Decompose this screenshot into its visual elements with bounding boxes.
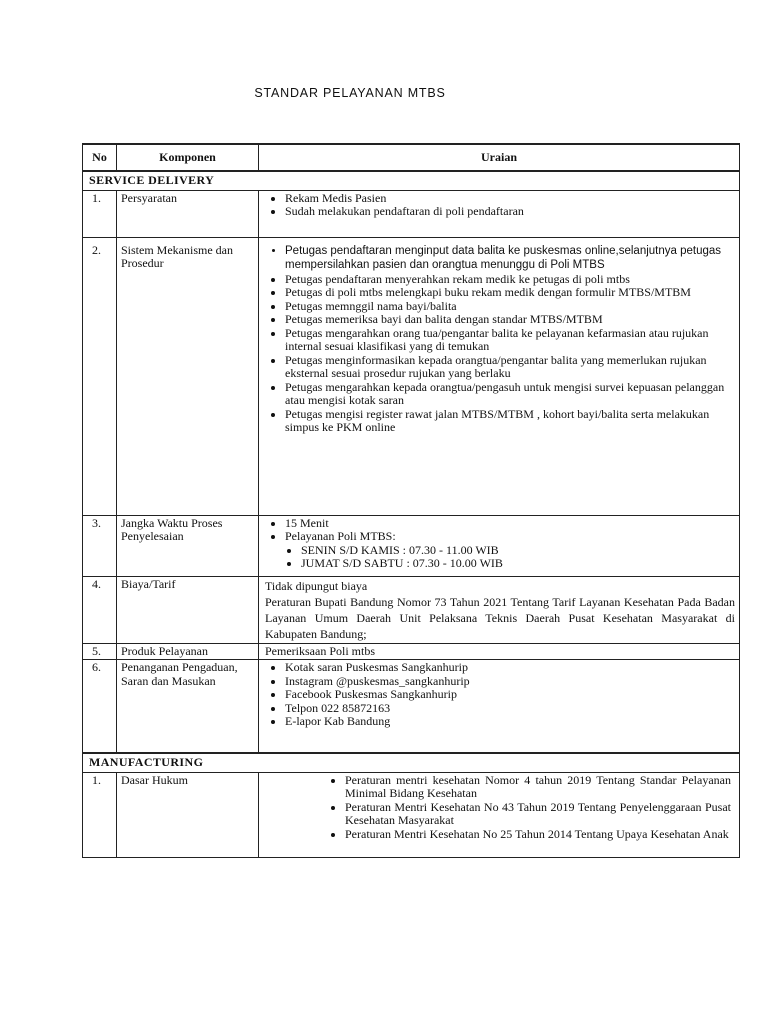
section-row-service xyxy=(83,171,740,190)
table-row xyxy=(83,576,740,643)
table-row xyxy=(83,515,740,576)
table-header-row xyxy=(83,144,740,171)
row-uraian xyxy=(259,515,740,576)
row-komponen: Sistem Mekanisme dan Prosedur xyxy=(117,237,259,515)
list-item: • Pelayanan Poli MTBS: xyxy=(285,530,735,544)
list-item: • Rekam Medis Pasien xyxy=(285,192,735,206)
list-item: • Peraturan mentri kesehatan Nomor 4 tahun 2019 Tentang Standar Pelayanan Minimal Bidang Kesehatan xyxy=(345,774,731,801)
regulation-text: Peraturan Bupati Bandung Nomor 73 Tahun 2021 Tentang Tarif Layanan Kesehatan Pada Badan Layanan Umum Daerah Unit Pelaksana Teknis Daerah Pusat Kesehatan Masyarakat di Kabupaten Bandung; xyxy=(265,594,735,641)
row-komponen: Produk Pelayanan xyxy=(117,643,259,660)
service-standard-table xyxy=(82,143,740,858)
list-item: • Peraturan Mentri Kesehatan No 25 Tahun 2014 Tentang Upaya Kesehatan Anak xyxy=(345,828,731,842)
row-uraian xyxy=(259,772,740,857)
row-uraian: Pemeriksaan Poli mtbs xyxy=(259,643,740,660)
row-uraian xyxy=(259,237,740,515)
section-row-manufacturing xyxy=(83,753,740,772)
list-item: • E-lapor Kab Bandung xyxy=(285,715,735,729)
row-komponen: Persyaratan xyxy=(117,190,259,237)
row-number: 2. xyxy=(83,237,117,515)
row-uraian xyxy=(259,190,740,237)
row-komponen: Dasar Hukum xyxy=(117,772,259,857)
list-item: • Petugas memnggil nama bayi/balita xyxy=(285,300,735,314)
list-item: • Facebook Puskesmas Sangkanhurip xyxy=(285,688,735,702)
table-row xyxy=(83,190,740,237)
list-item: • Petugas mengisi register rawat jalan MTBS/MTBM , kohort bayi/balita serta melakukan simpus ke PKM online xyxy=(285,408,735,435)
list-item: • Telpon 022 85872163 xyxy=(285,702,735,716)
list-item: • Peraturan Mentri Kesehatan No 43 Tahun 2019 Tentang Penyelenggaraan Pusat Kesehatan Masyarakat xyxy=(345,801,731,828)
table-row xyxy=(83,772,740,857)
page-title: STANDAR PELAYANAN MTBS xyxy=(254,86,446,100)
row-uraian xyxy=(259,576,740,643)
row-number: 1. xyxy=(83,190,117,237)
row-komponen: Penanganan Pengaduan, Saran dan Masukan xyxy=(117,660,259,754)
row-number: 1. xyxy=(83,772,117,857)
row-komponen: Jangka Waktu Proses Penyelesaian xyxy=(117,515,259,576)
row-uraian xyxy=(259,660,740,754)
list-item: • Petugas memeriksa bayi dan balita dengan standar MTBS/MTBM xyxy=(285,313,735,327)
section-manufacturing: MANUFACTURING xyxy=(83,753,740,772)
list-item: • 15 Menit xyxy=(285,517,735,531)
list-item: • Sudah melakukan pendaftaran di poli pendaftaran xyxy=(285,205,735,219)
list-item: • Petugas pendaftaran menyerahkan rekam medik ke petugas di poli mtbs xyxy=(285,273,735,287)
row-number: 4. xyxy=(83,576,117,643)
header-uraian: Uraian xyxy=(259,144,740,171)
list-item: • Kotak saran Puskesmas Sangkanhurip xyxy=(285,661,735,675)
schedule-item: • SENIN S/D KAMIS : 07.30 - 11.00 WIB xyxy=(301,544,735,558)
list-item: • Petugas di poli mtbs melengkapi buku rekam medik dengan formulir MTBS/MTBM xyxy=(285,286,735,300)
table-row xyxy=(83,660,740,754)
header-no: No xyxy=(83,144,117,171)
row-number: 3. xyxy=(83,515,117,576)
row-number: 6. xyxy=(83,660,117,754)
list-item: • Petugas mengarahkan orang tua/pengantar balita ke pelayanan kefarmasian atau rujukan internal sesuai klasifikasi yang di temukan xyxy=(285,327,735,354)
section-service-delivery: SERVICE DELIVERY xyxy=(83,171,740,190)
table-row xyxy=(83,643,740,660)
row-komponen: Biaya/Tarif xyxy=(117,576,259,643)
list-item: • Petugas menginformasikan kepada orangtua/pengantar balita yang memerlukan rujukan eksternal sesuai prosedur rujukan yang berlaku xyxy=(285,354,735,381)
cost-text: Tidak dipungut biaya xyxy=(265,578,368,593)
schedule-item: • JUMAT S/D SABTU : 07.30 - 10.00 WIB xyxy=(301,557,735,571)
table-row xyxy=(83,237,740,515)
list-item: • Instagram @puskesmas_sangkanhurip xyxy=(285,675,735,689)
row-number: 5. xyxy=(83,643,117,660)
list-item: • Petugas mengarahkan kepada orangtua/pengasuh untuk mengisi survei kepuasan pelanggan atau mengisi kotak saran xyxy=(285,381,735,408)
list-item: • Petugas pendaftaran menginput data balita ke puskesmas online,selanjutnya petugas mempersilahkan pasien dan orangtua menunggu di Poli MTBS xyxy=(285,244,735,273)
header-komponen: Komponen xyxy=(117,144,259,171)
